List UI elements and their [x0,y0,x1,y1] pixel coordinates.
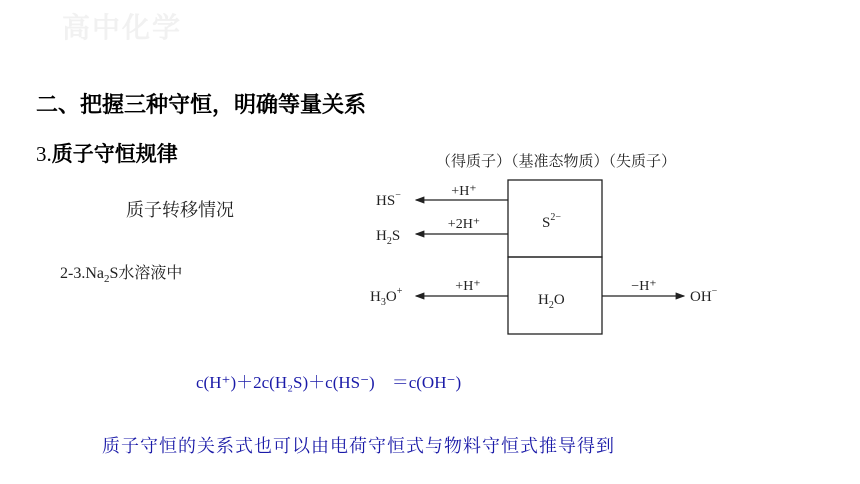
species-h2s [376,228,400,247]
caption: 质子转移情况 [126,200,234,221]
example-suffix: S水溶液中 [109,265,183,282]
watermark-logo: 高中化学 [62,12,183,43]
hs-main: HS [376,193,396,209]
species-h3o [370,286,403,308]
proton-balance-equation: c(H⁺)＋2c(H₂S)＋c(HS⁻) ＝c(OH⁻) [196,373,462,392]
oh-main: OH [690,289,712,305]
proton-transfer-diagram [366,148,730,338]
base-h2o-sub: 2 [548,300,554,311]
subtitle [36,138,178,168]
h2s-h: H [376,228,387,244]
base-h2o-h: H [538,292,549,308]
h3o-charge: + [396,286,403,297]
base-species-h2o [538,292,565,311]
subtitle-number: 3. [36,142,52,166]
h3o-o: O [385,289,397,305]
subtitle-text: 质子守恒规律 [51,143,178,166]
arrow-label-h3o: +H⁺ [455,279,481,294]
base-s2-charge: 2− [550,212,561,223]
h2s-sub: 2 [386,236,392,247]
section-title: 二、把握三种守恒，明确等量关系 [36,92,367,117]
arrow-label-h2s: +2H⁺ [447,217,481,232]
h2s-s: S [391,228,401,244]
arrow-label-hs: +H⁺ [451,184,477,199]
h3o-sub: 3 [380,297,386,308]
h3o-h: H [370,289,381,305]
oh-charge: − [711,286,718,297]
species-oh [690,286,718,305]
diagram-header: （得质子）（基准态物质）（失质子） [435,154,677,170]
species-hs [376,190,401,209]
base-h2o-o: O [553,292,565,308]
base-species-s2 [542,212,561,231]
derivation-note: 质子守恒的关系式也可以由电荷守恒式与物料守恒式推导得到 [102,436,615,457]
example-prefix: 2-3.Na [60,265,104,282]
example-subscript: 2 [103,273,110,286]
hs-charge: − [395,190,401,201]
arrow-label-oh: −H⁺ [631,279,657,294]
base-s2-main: S [542,215,551,231]
example-label [60,260,182,285]
